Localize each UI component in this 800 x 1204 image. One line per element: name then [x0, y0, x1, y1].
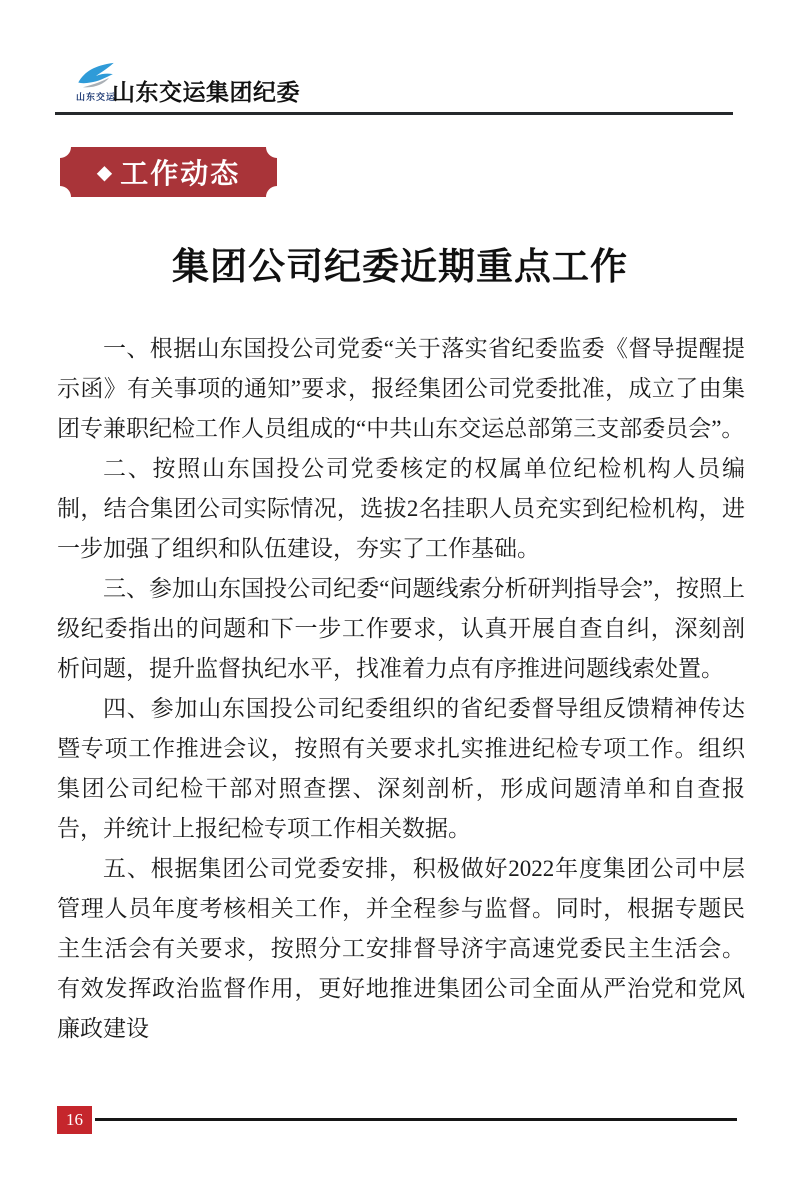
section-badge-label: [60, 147, 277, 197]
paragraph-2: 二、按照山东国投公司党委核定的权属单位纪检机构人员编制，结合集团公司实际情况，选拔2名挂职人员充实到纪检机构，进一步加强了组织和队伍建设，夯实了工作基础。: [57, 456, 745, 561]
paragraph-1: 一、根据山东国投公司党委“关于落实省纪委监委《督导提醒提示函》有关事项的通知”要求，报经集团公司党委批准，成立了由集团专兼职纪检工作人员组成的“中共山东交运总部第三支部委员会”。: [57, 336, 745, 441]
swallow-bird-icon: [77, 62, 115, 90]
page-number-badge: 16: [57, 1106, 92, 1134]
article-body: [57, 329, 745, 1049]
section-badge-text: 工作动态: [120, 159, 241, 190]
article-title: 集团公司纪委近期重点工作: [172, 247, 628, 288]
footer-divider: [95, 1118, 737, 1121]
logo-text: 山东交运: [75, 92, 116, 102]
paragraph-4: 四、参加山东国投公司纪委组织的省纪委督导组反馈精神传达暨专项工作推进会议，按照有关要求扎实推进纪检专项工作。组织集团公司纪检干部对照查摆、深刻剖析，形成问题清单和自查报告，并统计上报纪检专项工作相关数据。: [57, 696, 745, 841]
page-header-title: 山东交运集团纪委: [112, 79, 300, 105]
paragraph-5: 五、根据集团公司党委安排，积极做好2022年度集团公司中层管理人员年度考核相关工作，并全程参与监督。同时，根据专题民主生活会有关要求，按照分工安排督导济宇高速党委民主生活会。有效发挥政治监督作用，更好地推进集团公司全面从严治党和党风廉政建设: [57, 856, 745, 1041]
section-badge: [60, 147, 277, 197]
paragraph-3: 三、参加山东国投公司纪委“问题线索分析研判指导会”，按照上级纪委指出的问题和下一步工作要求，认真开展自查自纠，深刻剖析问题，提升监督执纪水平，找准着力点有序推进问题线索处置。: [57, 576, 745, 681]
diamond-icon: ◆: [96, 161, 113, 184]
header-divider: [55, 112, 733, 115]
